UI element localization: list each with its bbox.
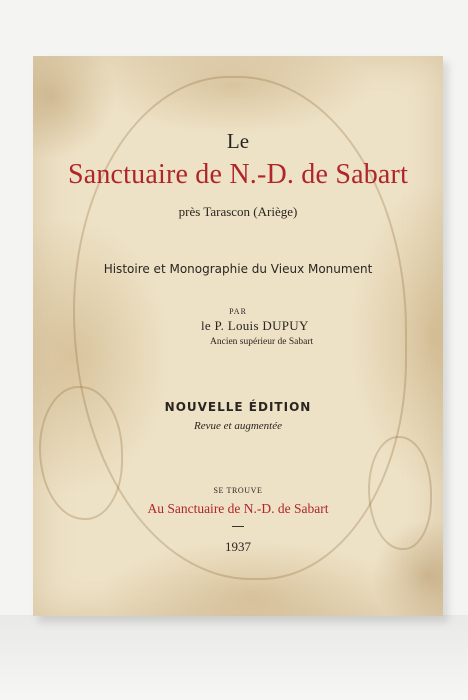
cover-author-role: Ancien supérieur de Sabart [210,337,314,347]
cover-edition: NOUVELLE ÉDITION [164,400,312,414]
divider [232,526,244,527]
cover-se-trouve: SE TROUVE [213,486,263,495]
cover-edition-note: Revue et augmentée [194,420,282,432]
book-cover [33,56,443,616]
cover-location: Au Sanctuaire de N.-D. de Sabart [147,501,329,516]
cover-title: Sanctuaire de N.-D. de Sabart [67,159,409,190]
cover-year: 1937 [225,539,251,554]
cover-description: Histoire et Monographie du Vieux Monument [103,262,373,276]
background-floor [0,615,468,700]
cover-subtitle: près Tarascon (Ariège) [178,204,298,219]
cover-par: PAR [229,307,247,316]
cover-author: le P. Louis DUPUY [201,318,309,333]
cover-le: Le [226,129,250,153]
